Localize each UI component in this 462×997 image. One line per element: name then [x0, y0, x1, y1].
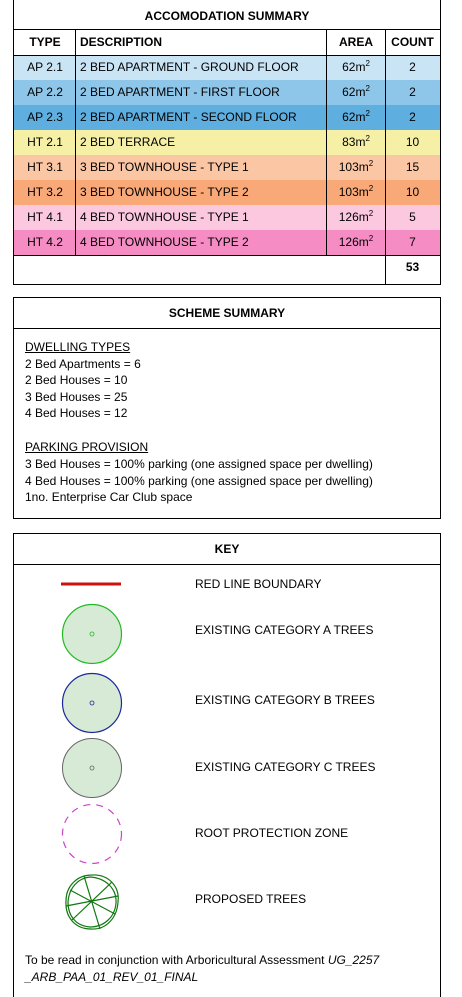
cell-area: [327, 80, 385, 105]
cell-area: [327, 130, 385, 155]
header-count: COUNT: [391, 35, 434, 49]
cell-type: AP 2.1: [27, 60, 63, 74]
header-type: TYPE: [29, 35, 61, 49]
key-title: KEY: [14, 534, 440, 565]
note-text: To be read in conjunction with Arboricultural Assessment: [25, 953, 328, 967]
parking-line: 1no. Enterprise Car Club space: [25, 490, 193, 504]
table-row: [14, 105, 440, 130]
total-count: 53: [405, 260, 420, 274]
table-row: [14, 130, 440, 155]
root-protection-zone-icon: [60, 802, 124, 866]
cell-area: [327, 205, 385, 230]
area-unit-superscript: 2: [365, 134, 370, 143]
parking-line: 3 Bed Houses = 100% parking (one assigned space per dwelling): [25, 457, 373, 471]
cell-type: HT 3.2: [27, 185, 63, 199]
area-value: 83m: [342, 135, 366, 149]
table-row: [14, 155, 440, 180]
area-unit-superscript: 2: [365, 59, 370, 68]
area-value: 62m: [342, 85, 366, 99]
cell-count: 10: [405, 135, 420, 149]
note-reference: UG_2257 _ARB_PAA_01_REV_01_FINAL: [25, 953, 380, 984]
dwelling-types-heading: DWELLING TYPES: [25, 340, 131, 354]
proposed-trees-label: PROPOSED TREES: [195, 892, 307, 906]
accommodation-summary-table: [13, 0, 441, 285]
cell-type: HT 3.1: [27, 160, 63, 174]
table-rule: [326, 30, 327, 255]
table-row: [14, 205, 440, 230]
red-line-boundary-symbol: [60, 574, 122, 594]
area-unit-superscript: 2: [365, 109, 370, 118]
dwelling-line: 3 Bed Houses = 25: [25, 390, 128, 404]
table-header-row: [14, 30, 440, 55]
table-row: [14, 230, 440, 255]
cell-count: 15: [405, 160, 420, 174]
cell-description: 2 BED APARTMENT - FIRST FLOOR: [80, 85, 280, 99]
category-b-trees-label: EXISTING CATEGORY B TREES: [195, 693, 375, 707]
red-line-boundary-label: RED LINE BOUNDARY: [195, 577, 322, 591]
area-unit-superscript: 2: [368, 234, 374, 243]
cell-count: 2: [409, 85, 416, 99]
area-unit-superscript: 2: [365, 84, 370, 93]
cell-count: 5: [409, 210, 416, 224]
area-value: 103m: [338, 185, 369, 199]
cell-type: AP 2.3: [27, 110, 63, 124]
area-value: 62m: [342, 110, 366, 124]
cell-area: [327, 105, 385, 130]
area-value: 103m: [338, 160, 369, 174]
cell-description: 2 BED APARTMENT - SECOND FLOOR: [80, 110, 297, 124]
area-unit-superscript: 2: [368, 159, 374, 168]
area-unit-superscript: 2: [368, 209, 374, 218]
parking-line: 4 Bed Houses = 100% parking (one assigned space per dwelling): [25, 474, 373, 488]
cell-count: 7: [409, 235, 416, 249]
scheme-summary-panel: [13, 297, 441, 519]
cell-type: AP 2.2: [27, 85, 63, 99]
proposed-tree-icon: [60, 870, 124, 934]
table-row: [14, 180, 440, 205]
cell-description: 3 BED TOWNHOUSE - TYPE 2: [80, 185, 249, 199]
table-total-row: [14, 255, 440, 280]
cell-count: 2: [409, 60, 416, 74]
cell-description: 2 BED TERRACE: [80, 135, 176, 149]
category-a-trees-label: EXISTING CATEGORY A TREES: [195, 623, 374, 637]
cell-area: [327, 155, 385, 180]
key-panel: [13, 533, 441, 997]
cell-type: HT 2.1: [27, 135, 63, 149]
table-rule: [14, 255, 440, 256]
header-description: DESCRIPTION: [80, 35, 163, 49]
category-c-tree-icon: [60, 736, 124, 800]
cell-description: 2 BED APARTMENT - GROUND FLOOR: [80, 60, 299, 74]
cell-area: [327, 55, 385, 80]
cell-description: 4 BED TOWNHOUSE - TYPE 2: [80, 235, 249, 249]
area-value: 126m: [338, 235, 369, 249]
category-c-trees-label: EXISTING CATEGORY C TREES: [195, 760, 376, 774]
area-value: 126m: [338, 210, 369, 224]
accommodation-summary-title: ACCOMODATION SUMMARY: [14, 0, 440, 30]
dwelling-line: 2 Bed Apartments = 6: [25, 357, 141, 371]
cell-count: 2: [409, 110, 416, 124]
category-b-tree-icon: [60, 671, 124, 735]
cell-type: HT 4.1: [27, 210, 63, 224]
cell-area: [327, 180, 385, 205]
table-rule: [14, 55, 440, 56]
category-a-tree-icon: [60, 602, 124, 666]
cell-type: HT 4.2: [27, 235, 63, 249]
table-rule: [385, 30, 386, 285]
cell-count: 10: [405, 185, 420, 199]
cell-area: [327, 230, 385, 255]
table-row: [14, 55, 440, 80]
table-row: [14, 80, 440, 105]
table-rule: [75, 30, 76, 255]
area-unit-superscript: 2: [368, 184, 374, 193]
cell-description: 4 BED TOWNHOUSE - TYPE 1: [80, 210, 249, 224]
scheme-summary-title: SCHEME SUMMARY: [14, 298, 440, 329]
parking-provision-heading: PARKING PROVISION: [25, 440, 149, 454]
cell-description: 3 BED TOWNHOUSE - TYPE 1: [80, 160, 249, 174]
dwelling-line: 2 Bed Houses = 10: [25, 373, 128, 387]
dwelling-line: 4 Bed Houses = 12: [25, 406, 128, 420]
root-protection-zone-label: ROOT PROTECTION ZONE: [195, 826, 349, 840]
header-area: AREA: [338, 35, 373, 49]
arboricultural-note: [25, 952, 440, 986]
area-value: 62m: [342, 60, 366, 74]
